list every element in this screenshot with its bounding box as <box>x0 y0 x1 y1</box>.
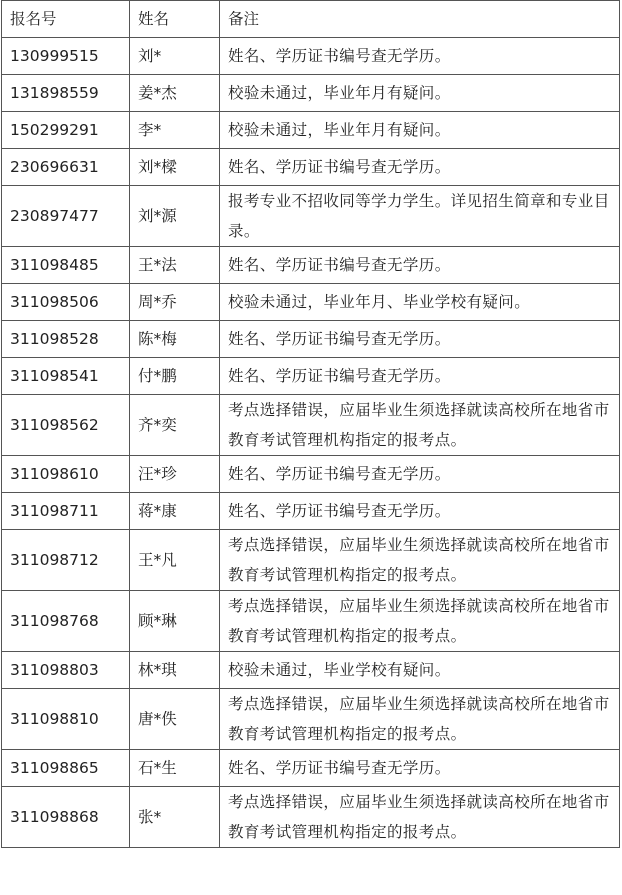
cell-registration-number: 311098506 <box>2 284 130 321</box>
header-name: 姓名 <box>130 1 220 38</box>
cell-registration-number: 311098610 <box>2 456 130 493</box>
table-row <box>2 186 620 247</box>
table-header <box>2 1 620 38</box>
cell-remark: 校验未通过，毕业年月、毕业学校有疑问。 <box>220 284 620 321</box>
table-row <box>2 530 620 591</box>
cell-registration-number: 311098485 <box>2 247 130 284</box>
cell-remark: 姓名、学历证书编号查无学历。 <box>220 247 620 284</box>
table-row <box>2 750 620 787</box>
cell-registration-number: 131898559 <box>2 75 130 112</box>
cell-registration-number: 230696631 <box>2 149 130 186</box>
header-row <box>2 1 620 38</box>
table-row <box>2 247 620 284</box>
cell-name: 唐*佚 <box>130 689 220 750</box>
cell-name: 林*琪 <box>130 652 220 689</box>
table-row <box>2 493 620 530</box>
cell-name: 王*凡 <box>130 530 220 591</box>
cell-registration-number: 311098810 <box>2 689 130 750</box>
cell-name: 王*法 <box>130 247 220 284</box>
cell-registration-number: 311098528 <box>2 321 130 358</box>
cell-remark: 姓名、学历证书编号查无学历。 <box>220 456 620 493</box>
cell-remark: 姓名、学历证书编号查无学历。 <box>220 149 620 186</box>
cell-registration-number: 230897477 <box>2 186 130 247</box>
cell-remark: 考点选择错误，应届毕业生须选择就读高校所在地省市教育考试管理机构指定的报考点。 <box>220 591 620 652</box>
table-row <box>2 75 620 112</box>
cell-name: 陈*梅 <box>130 321 220 358</box>
cell-remark: 姓名、学历证书编号查无学历。 <box>220 321 620 358</box>
cell-name: 李* <box>130 112 220 149</box>
cell-remark: 校验未通过，毕业年月有疑问。 <box>220 112 620 149</box>
cell-registration-number: 311098562 <box>2 395 130 456</box>
cell-registration-number: 311098868 <box>2 787 130 848</box>
header-remarks: 备注 <box>220 1 620 38</box>
cell-registration-number: 311098865 <box>2 750 130 787</box>
cell-remark: 考点选择错误，应届毕业生须选择就读高校所在地省市教育考试管理机构指定的报考点。 <box>220 395 620 456</box>
cell-name: 付*鹏 <box>130 358 220 395</box>
cell-remark: 姓名、学历证书编号查无学历。 <box>220 38 620 75</box>
cell-remark: 姓名、学历证书编号查无学历。 <box>220 493 620 530</box>
table-row <box>2 456 620 493</box>
cell-name: 刘*樑 <box>130 149 220 186</box>
cell-registration-number: 311098803 <box>2 652 130 689</box>
cell-name: 周*乔 <box>130 284 220 321</box>
cell-name: 汪*珍 <box>130 456 220 493</box>
table-row <box>2 689 620 750</box>
cell-registration-number: 130999515 <box>2 38 130 75</box>
cell-remark: 报考专业不招收同等学力学生。详见招生简章和专业目录。 <box>220 186 620 247</box>
cell-name: 蒋*康 <box>130 493 220 530</box>
cell-remark: 姓名、学历证书编号查无学历。 <box>220 358 620 395</box>
cell-remark: 校验未通过，毕业学校有疑问。 <box>220 652 620 689</box>
cell-name: 刘* <box>130 38 220 75</box>
table-row <box>2 284 620 321</box>
table-row <box>2 321 620 358</box>
cell-remark: 姓名、学历证书编号查无学历。 <box>220 750 620 787</box>
cell-name: 张* <box>130 787 220 848</box>
table-row <box>2 652 620 689</box>
table-row <box>2 149 620 186</box>
table-row <box>2 112 620 149</box>
table-row <box>2 395 620 456</box>
cell-remark: 校验未通过，毕业年月有疑问。 <box>220 75 620 112</box>
cell-remark: 考点选择错误，应届毕业生须选择就读高校所在地省市教育考试管理机构指定的报考点。 <box>220 530 620 591</box>
cell-registration-number: 311098768 <box>2 591 130 652</box>
cell-remark: 考点选择错误，应届毕业生须选择就读高校所在地省市教育考试管理机构指定的报考点。 <box>220 787 620 848</box>
table-row <box>2 591 620 652</box>
cell-name: 石*生 <box>130 750 220 787</box>
applicant-table <box>1 0 620 848</box>
cell-name: 顾*琳 <box>130 591 220 652</box>
table-row <box>2 358 620 395</box>
cell-registration-number: 311098712 <box>2 530 130 591</box>
cell-registration-number: 311098711 <box>2 493 130 530</box>
cell-registration-number: 311098541 <box>2 358 130 395</box>
table-body <box>2 38 620 848</box>
cell-name: 齐*奕 <box>130 395 220 456</box>
header-registration-number: 报名号 <box>2 1 130 38</box>
table-row <box>2 787 620 848</box>
cell-name: 姜*杰 <box>130 75 220 112</box>
cell-name: 刘*源 <box>130 186 220 247</box>
cell-registration-number: 150299291 <box>2 112 130 149</box>
table-row <box>2 38 620 75</box>
cell-remark: 考点选择错误，应届毕业生须选择就读高校所在地省市教育考试管理机构指定的报考点。 <box>220 689 620 750</box>
